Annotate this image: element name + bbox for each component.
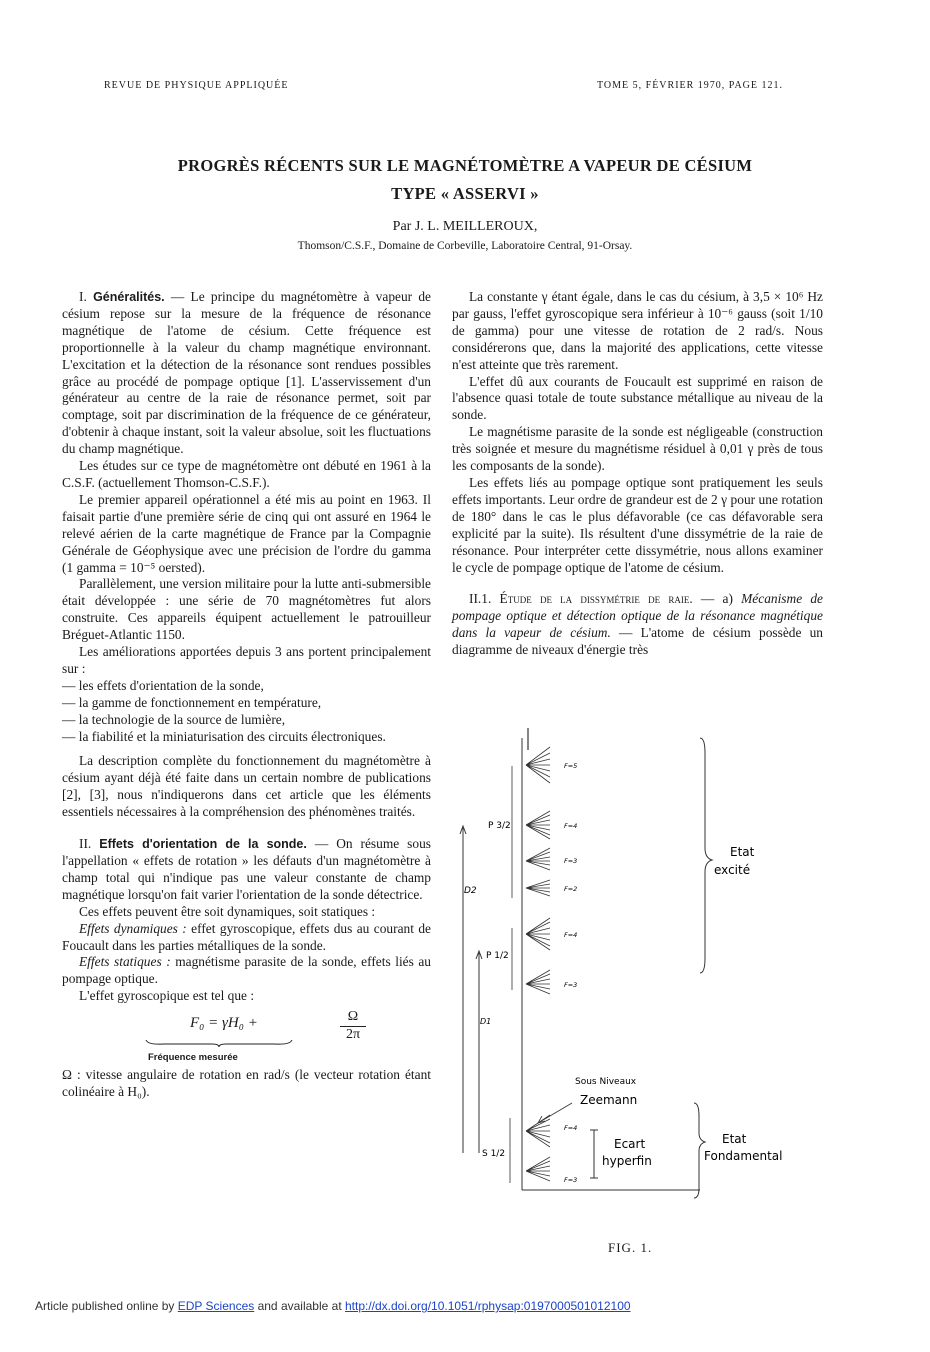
article-title: [60, 152, 870, 208]
section-2-title: Effets d'orientation de la sonde.: [99, 837, 307, 852]
zeeman-label-1: Sous Niveaux: [575, 1077, 637, 1087]
energy-level-diagram: [450, 728, 850, 1228]
ecart-label-2: hyperfin: [602, 1154, 652, 1168]
excited-label-1: Etat: [730, 845, 755, 859]
section-1-title: Généralités.: [93, 290, 165, 304]
list-item: — la gamme de fonctionnement en température,: [62, 694, 322, 710]
paragraph: Le magnétisme parasite de la sonde est négligeable (construction très soignée et mesure du magnétisme résiduel à 0,01 γ près de tous les composants de la sonde).: [452, 424, 823, 474]
paragraph: Ces effets peuvent être soit dynamiques, soit statiques :: [79, 903, 376, 919]
paragraph: Effets dynamiques : effet gyroscopique, effets dus au courant de Foucault dans les parties métalliques de la sonde.: [62, 920, 431, 953]
left-column: [62, 289, 431, 1101]
f5-label: F=5: [564, 762, 578, 770]
p12-label: P 1/2: [486, 951, 509, 961]
affiliation: Thomson/C.S.F., Domaine de Corbeville, Laboratoire Central, 91-Orsay.: [297, 240, 633, 252]
list-item: — les effets d'orientation de la sonde,: [62, 677, 264, 693]
ground-label-1: Etat: [722, 1132, 747, 1146]
footer: Article published online by EDP Sciences and available at http://dx.doi.org/10.1051/rphysap:0197000501012100: [35, 1299, 631, 1313]
section-2-1-paragraph: II.1. Étude de la dissymétrie de raie. — a) Mécanisme de pompage optique et détection optique de la résonance magnétique dans la vapeur de césium. — L'atome de césium possède un diagramme de niveaux d'énergie très: [452, 591, 824, 658]
paragraph: Les études sur ce type de magnétomètre ont débuté en 1961 à la C.S.F. (actuellement Thomson-C.S.F.).: [62, 458, 431, 490]
paragraph: L'effet gyroscopique est tel que :: [79, 988, 255, 1004]
f3c-label: F=3: [564, 1176, 578, 1184]
section-1-paragraph: I. Généralités. — Le principe du magnétomètre à vapeur de césium repose sur la mesure de la fréquence de résonance magnétique de l'atome de césium. Cette fréquence est proportionnelle à la valeur du champ magnétique environnant. L'excitation et la détection de la résonance sont rendues possibles grâce au procédé de pompage optique [1]. L'asservissement d'un générateur au centre de la raie de résonance permet, soit par comptage, soit par discrimination de la fréquence de ce générateur, d'obtenir à chaque instant, soit la valeur absolue, soit les fluctuations du champ magnétique.: [62, 289, 431, 457]
author: Par J. L. MEILLEROUX,: [392, 219, 538, 234]
p32-label: P 3/2: [488, 821, 511, 831]
d1-label: D1: [480, 1017, 492, 1026]
f3a-label: F=3: [564, 857, 578, 865]
publisher-link[interactable]: EDP Sciences: [177, 1299, 255, 1313]
paragraph: Les améliorations apportées depuis 3 ans portent principalement sur :: [62, 644, 431, 676]
paragraph: L'effet dû aux courants de Foucault est supprimé en raison de l'absence quasi totale de toute substance métallique au niveau de la sonde.: [452, 373, 823, 423]
formula-lhs: F₀ = γH₀ +: [190, 1015, 258, 1032]
ecart-label-1: Ecart: [614, 1137, 646, 1151]
paragraph: Effets statiques : magnétisme parasite de la sonde, effets liés au pompage optique.: [62, 954, 432, 987]
journal-name: REVUE DE PHYSIQUE APPLIQUÉE: [104, 80, 289, 91]
improvements-list: [62, 678, 431, 746]
s12-label: S 1/2: [482, 1149, 506, 1159]
paragraph: Le premier appareil opérationnel a été mis au point en 1963. Il faisait partie d'une première série de cinq qui ont assuré en 1964 le relevé aérien de la carte magnétique de France par la Compagnie Générale de Géophysique avec une précision de l'ordre du gamma (1 gamma = 10⁻⁵ oersted).: [62, 491, 431, 575]
doi-link[interactable]: http://dx.doi.org/10.1051/rphysap:0197000501012100: [344, 1299, 631, 1313]
paragraph: Parallèlement, une version militaire pour la lutte anti-submersible était développée : une série de 70 magnétomètres fut alors construite. Ces appareils équipent actuellement le patrouilleur Bréguet-Atlantic 1150.: [62, 576, 431, 643]
section-2-paragraph: II. Effets d'orientation de la sonde. — On résume sous l'appellation « effets de rotation » les défauts d'un magnétomètre à champ total qui n'indique pas une valeur constante de champ magnétique lorsqu'on fait varier l'orientation de la sonde détectrice.: [62, 836, 431, 902]
excited-bracket: [700, 738, 712, 973]
list-item: — la technologie de la source de lumière,: [62, 711, 286, 727]
paragraph: La constante γ étant égale, dans le cas du césium, à 3,5 × 10⁶ Hz par gauss, l'effet gyroscopique sera inférieur à 10⁻⁶ gauss (soit 1/10 de gamma) pour une vitesse de rotation de 2 rad/s. Nous considérerons que, dans la majorité des applications, cette vitesse n'est atteinte que très rarement.: [452, 289, 823, 372]
ground-label-2: Fondamental: [704, 1149, 783, 1163]
issue-info: TOME 5, FÉVRIER 1970, PAGE 121.: [596, 80, 783, 91]
title-line-1: PROGRÈS RÉCENTS SUR LE MAGNÉTOMÈTRE A VAPEUR DE CÉSIUM: [177, 156, 753, 175]
excited-label-2: excité: [714, 863, 751, 877]
section-2-1-title: Étude de la dissymétrie de raie.: [499, 591, 693, 607]
formula-fraction: $\frac{\Omega}{2\pi}$: [340, 1009, 366, 1044]
paragraph: Ω : vitesse angulaire de rotation en rad/s (le vecteur rotation étant colinéaire à H₀).: [62, 1067, 431, 1100]
right-column: [452, 289, 823, 659]
underbrace: [144, 1039, 294, 1047]
figure-caption: FIG. 1.: [608, 1240, 653, 1255]
f2-label: F=2: [564, 885, 578, 893]
gyroscopic-formula: [62, 1009, 431, 1067]
paragraph: La description complète du fonctionnement du magnétomètre à césium ayant déjà été faite dans un certain nombre de publications [2], [3], nous n'indiquerons dans cet article que les éléments essentiels nécessaires à la compréhension des phénomènes traités.: [62, 753, 431, 820]
f4c-label: F=4: [564, 1124, 578, 1132]
zeeman-label-2: Zeemann: [580, 1093, 638, 1107]
paragraph: Les effets liés au pompage optique sont pratiquement les seuls effets importants. Leur ordre de grandeur est de 2 γ pour une rotation de 180° dans le cas le plus défavorable (ce cas défavorable sera explicité par la suite). Ils résultent d'une dissymétrie de la raie de résonance. Pour interpréter cette dissymétrie, nous allons examiner le cycle de pompage optique de l'atome de césium.: [452, 474, 823, 575]
f3b-label: F=3: [564, 981, 578, 989]
f4b-label: F=4: [564, 931, 578, 939]
f4a-label: F=4: [564, 822, 578, 830]
title-line-2: TYPE « ASSERVI »: [391, 184, 539, 203]
zeeman-fans: [526, 747, 550, 1181]
list-item: — la fiabilité et la miniaturisation des circuits électroniques.: [62, 728, 386, 744]
formula-label: Fréquence mesurée: [148, 1052, 238, 1064]
d2-label: D2: [464, 886, 477, 896]
